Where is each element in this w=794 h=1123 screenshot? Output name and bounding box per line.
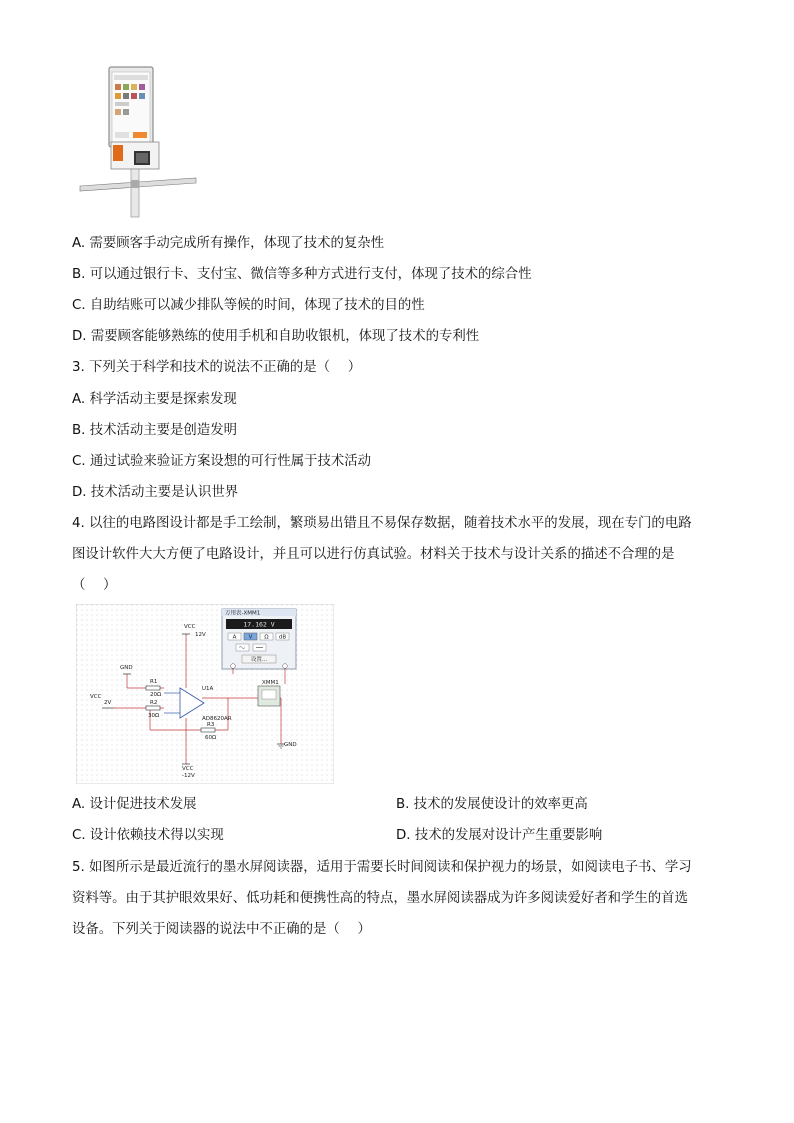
q5-stem-line2: 资料等。由于其护眼效果好、低功耗和便携性高的特点，墨水屏阅读器成为许多阅读爱好者和学生的首选: [72, 891, 688, 906]
meter-title: 万用表-XMM1: [225, 610, 261, 617]
q4-stem-line1: 4. 以往的电路图设计都是手工绘制，繁琐易出错且不易保存数据，随着技术水平的发展，现在专门的电路: [72, 516, 692, 531]
label-opamp-part: AD8620AR: [202, 716, 232, 722]
meter-reading: 17.162 V: [243, 620, 275, 629]
q4-stem-line2: 图设计软件大大方便了电路设计，并且可以进行仿真试验。材料关于技术与设计关系的描述不合理的是: [72, 547, 675, 562]
label-r3-v: 60Ω: [205, 735, 217, 741]
label-r1: R1: [150, 679, 158, 685]
q2-option-b: B. 可以通过银行卡、支付宝、微信等多种方式进行支付，体现了技术的综合性: [72, 267, 532, 282]
q5-stem-line3: 设备。下列关于阅读器的说法中不正确的是（ ）: [72, 922, 371, 937]
label-opamp: U1A: [202, 686, 214, 692]
meter-btn-db: dB: [278, 634, 287, 641]
circuit-schematic-figure: [76, 604, 334, 784]
q4-stem-line3: （ ）: [72, 578, 117, 593]
meter-setting: 设置...: [250, 657, 268, 663]
q2-option-d: D. 需要顾客能够熟练的使用手机和自助收银机，体现了技术的专利性: [72, 329, 480, 344]
label-xmm: XMM1: [262, 680, 279, 686]
label-vcc-bottom-v: -12V: [182, 773, 195, 779]
q3-stem: 3. 下列关于科学和技术的说法不正确的是（ ）: [72, 360, 362, 375]
q2-option-c: C. 自助结账可以减少排队等候的时间，体现了技术的目的性: [72, 298, 425, 313]
multimeter-window: [222, 609, 296, 670]
label-vcc-top-v: 12V: [195, 632, 206, 638]
q4-option-d: D. 技术的发展对设计产生重要影响: [396, 828, 603, 843]
meter-btn-a: A: [232, 634, 237, 641]
q3-option-c: C. 通过试验来验证方案设想的可行性属于技术活动: [72, 454, 372, 469]
label-vcc-bottom: VCC: [182, 766, 194, 772]
q4-option-b: B. 技术的发展使设计的效率更高: [396, 797, 588, 812]
label-vcc-in-v: 2V: [104, 700, 112, 706]
label-r2-v: 30Ω: [148, 713, 160, 719]
kiosk-figure: [78, 64, 202, 220]
label-r2: R2: [150, 700, 158, 706]
q3-option-d: D. 技术活动主要是认识世界: [72, 485, 239, 500]
meter-btn-v: V: [248, 634, 253, 641]
q3-option-a: A. 科学活动主要是探索发现: [72, 392, 237, 407]
label-r3: R3: [207, 722, 215, 728]
q2-option-a: A. 需要顾客手动完成所有操作，体现了技术的复杂性: [72, 236, 385, 251]
label-vcc-top: VCC: [184, 624, 196, 630]
q5-stem-line1: 5. 如图所示是最近流行的墨水屏阅读器，适用于需要长时间阅读和保护视力的场景，如阅读电子书、学习: [72, 860, 692, 875]
q4-option-a: A. 设计促进技术发展: [72, 797, 197, 812]
label-gnd1: GND: [120, 665, 133, 671]
q4-option-c: C. 设计依赖技术得以实现: [72, 828, 224, 843]
label-gnd2: GND: [284, 742, 297, 748]
label-vcc-in: VCC: [90, 694, 102, 700]
meter-btn-ohm: Ω: [264, 634, 269, 641]
label-r1-v: 20Ω: [150, 692, 162, 698]
q3-option-b: B. 技术活动主要是创造发明: [72, 423, 237, 438]
